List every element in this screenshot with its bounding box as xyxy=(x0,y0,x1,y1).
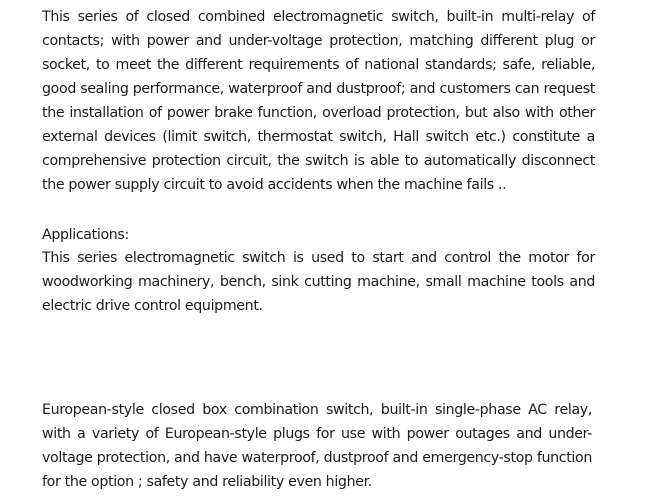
intro-paragraph: This series of closed combined electromagnetic switch, built-in multi-relay of contacts; with power and under-voltage protection, matching different plug or socket, to meet the different requirements of national standards; safe, reliable, good sealing performance, waterproof and dustproof; and customers can request the installation of power brake function, overload protection, but also with other external devices (limit switch, thermostat switch, Hall switch etc.) constitute a comprehensive protection circuit, the switch is able to automatically disconnect the power supply circuit to avoid accidents when the machine fails .. xyxy=(42,9,595,193)
applications-paragraph: This series electromagnetic switch is used to start and control the motor for woodworking machinery, bench, sink cutting machine, small machine tools and electric drive control equipment. xyxy=(42,250,595,314)
european-style-paragraph: European-style closed box combination switch, built-in single-phase AC relay, with a variety of European-style plugs for use with power outages and under-voltage protection, and have waterproof, dustproof and emergency-stop function for the option ; safety and reliability even higher. xyxy=(42,402,592,490)
applications-heading: Applications: xyxy=(42,227,129,243)
